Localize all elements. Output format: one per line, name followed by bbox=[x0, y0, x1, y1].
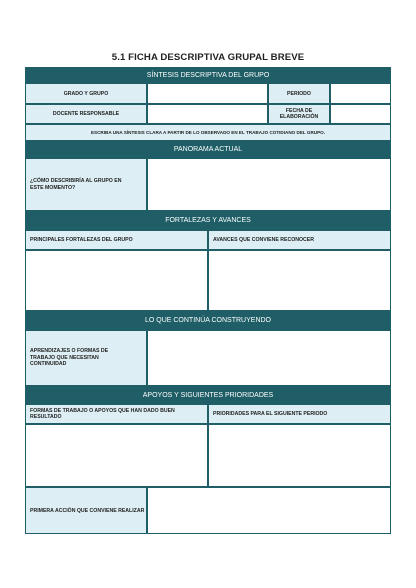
prioridades-field[interactable] bbox=[208, 424, 391, 487]
avances-col-label: AVANCES QUE CONVIENE RECONOCER bbox=[208, 230, 391, 250]
continua-field[interactable] bbox=[147, 330, 391, 386]
grado-label: GRADO Y GRUPO bbox=[25, 83, 147, 104]
panorama-question-label: ¿CÓMO DESCRIBIRÍA AL GRUPO EN ESTE MOMENTO? bbox=[25, 158, 147, 211]
apoyos-col-label: FORMAS DE TRABAJO O APOYOS QUE HAN DADO BUEN RESULTADO bbox=[25, 404, 208, 424]
accion-label: PRIMERA ACCIÓN QUE CONVIENE REALIZAR bbox=[25, 487, 147, 534]
fecha-label: FECHA DE ELABORACIÓN bbox=[268, 104, 330, 124]
section-header-continua: LO QUE CONTINÚA CONSTRUYENDO bbox=[25, 311, 391, 330]
section-header-sintesis: SÍNTESIS DESCRIPTIVA DEL GRUPO bbox=[25, 67, 391, 83]
continua-label: APRENDIZAJES O FORMAS DE TRABAJO QUE NECESITAN CONTINUIDAD bbox=[25, 330, 147, 386]
docente-label: DOCENTE RESPONSABLE bbox=[25, 104, 147, 124]
grado-field[interactable] bbox=[147, 83, 268, 104]
fortalezas-col-label: PRINCIPALES FORTALEZAS DEL GRUPO bbox=[25, 230, 208, 250]
page-title: 5.1 FICHA DESCRIPTIVA GRUPAL BREVE bbox=[111, 52, 305, 63]
periodo-label: PERIODO bbox=[268, 83, 330, 104]
section-header-apoyos: APOYOS Y SIGUIENTES PRIORIDADES bbox=[25, 386, 391, 404]
docente-field[interactable] bbox=[147, 104, 268, 124]
avances-field[interactable] bbox=[208, 250, 391, 311]
section-header-panorama: PANORAMA ACTUAL bbox=[25, 141, 391, 158]
section-header-fortalezas: FORTALEZAS Y AVANCES bbox=[25, 211, 391, 230]
sintesis-instruction: ESCRIBA UNA SÍNTESIS CLARA A PARTIR DE LO OBSERVADO EN EL TRABAJO COTIDIANO DEL GRUPO. bbox=[25, 124, 391, 141]
prioridades-col-label: PRIORIDADES PARA EL SIGUIENTE PERIODO bbox=[208, 404, 391, 424]
fortalezas-field[interactable] bbox=[25, 250, 208, 311]
panorama-answer-field[interactable] bbox=[147, 158, 391, 211]
apoyos-field[interactable] bbox=[25, 424, 208, 487]
periodo-field[interactable] bbox=[330, 83, 391, 104]
fecha-field[interactable] bbox=[330, 104, 391, 124]
accion-field[interactable] bbox=[147, 487, 391, 534]
